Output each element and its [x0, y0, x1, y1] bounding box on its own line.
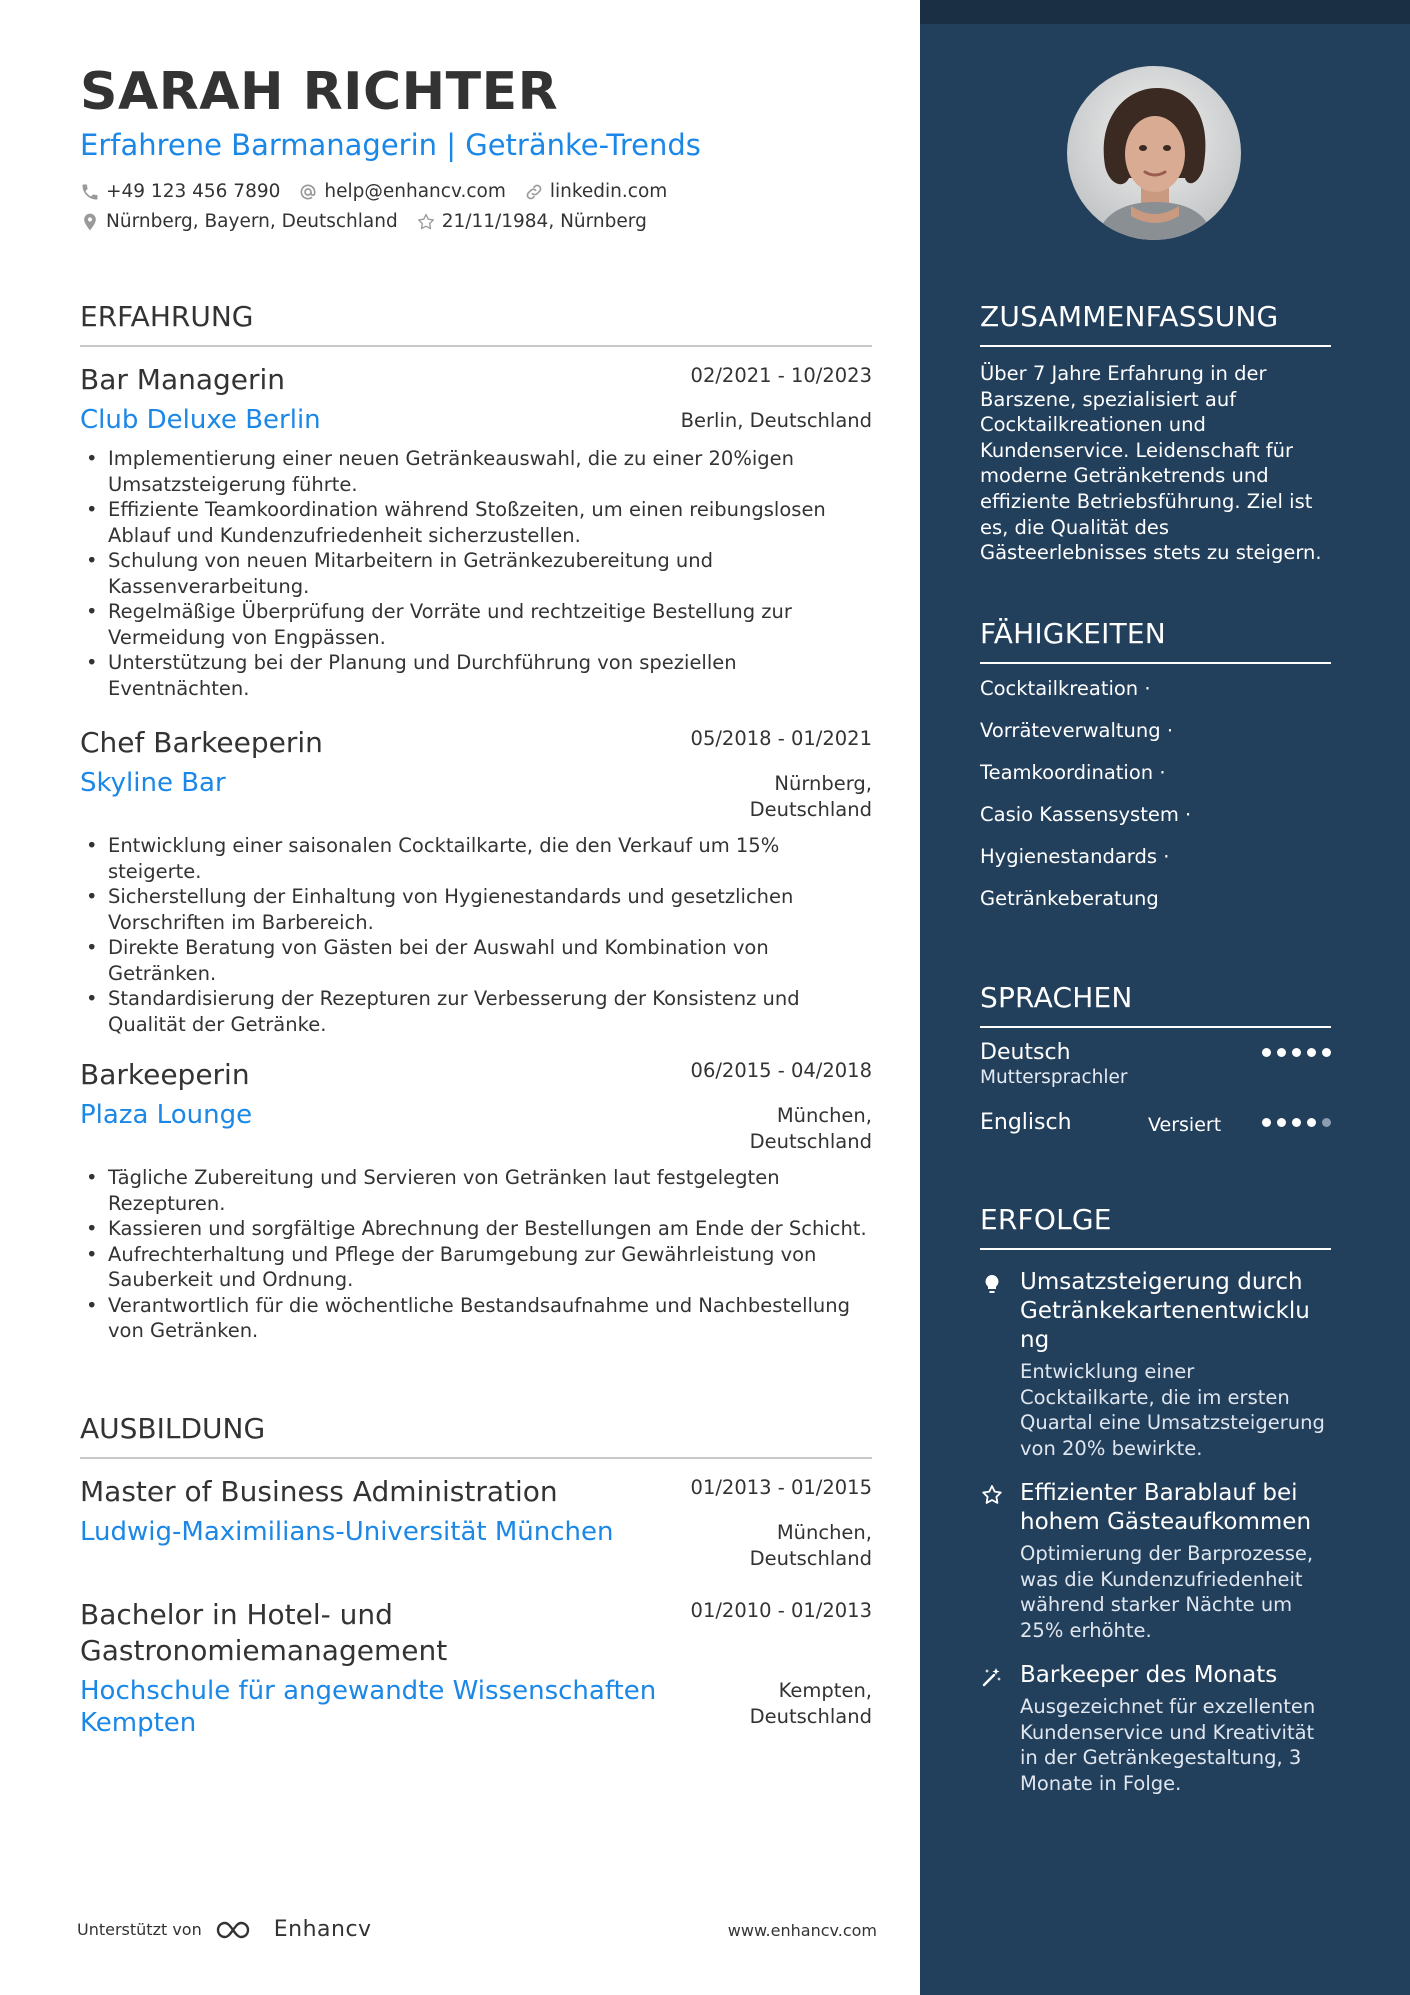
- list-item: • Unterstützung bei der Planung und Durchführung von speziellen Eventnächten.: [80, 650, 872, 701]
- experience-section-title: ERFAHRUNG: [80, 300, 872, 347]
- job-dates: 02/2021 - 10/2023: [690, 364, 872, 387]
- achievement-description: Ausgezeichnet für exzellenten Kundenservice und Kreativität in der Getränkegestaltung, 3 Monate in Folge.: [1020, 1695, 1316, 1795]
- footer-brand: Enhancv: [273, 1917, 372, 1942]
- contact-linkedin[interactable]: linkedin.com: [524, 181, 667, 202]
- magic-wand-icon: [980, 1665, 1004, 1689]
- experience-entry-3: [80, 1057, 872, 1344]
- company-name[interactable]: Skyline Bar: [80, 768, 226, 798]
- job-dates: 06/2015 - 04/2018: [690, 1059, 872, 1082]
- candidate-name: SARAH RICHTER: [80, 62, 559, 122]
- language-name: Englisch: [980, 1110, 1072, 1135]
- skill-item: Casio Kassensystem ·: [980, 803, 1192, 826]
- achievement-description: Entwicklung einer Cocktailkarte, die im ersten Quartal eine Umsatzsteigerung von 20% bewirkte.: [1020, 1360, 1325, 1460]
- skills-section-title: FÄHIGKEITEN: [980, 617, 1331, 664]
- achievement-description: Optimierung der Barprozesse, was die Kundenzufriedenheit während starker Nächte um 25% erhöhte.: [1020, 1542, 1314, 1642]
- location-pin-icon: [80, 212, 100, 232]
- skills-section: [980, 617, 1331, 928]
- enhancv-logo-icon: [214, 1918, 262, 1942]
- job-title: Bar Managerin: [80, 363, 286, 396]
- education-dates: 01/2013 - 01/2015: [690, 1476, 872, 1499]
- languages-section: [980, 981, 1331, 1166]
- achievement-title: Umsatzsteigerung durch Getränkekartenentwicklu ng: [1020, 1269, 1310, 1353]
- company-name[interactable]: Plaza Lounge: [80, 1100, 253, 1130]
- at-icon: [298, 182, 318, 202]
- rating-dot-filled: [1277, 1048, 1286, 1057]
- list-item: • Kassieren und sorgfältige Abrechnung der Bestellungen am Ende der Schicht.: [80, 1216, 872, 1242]
- job-bullets: [80, 1165, 872, 1344]
- education-section-title: AUSBILDUNG: [80, 1412, 872, 1459]
- rating-dot-filled: [1307, 1048, 1316, 1057]
- footer: [77, 1915, 877, 1945]
- rating-dot-filled: [1292, 1118, 1301, 1127]
- summary-section-title: ZUSAMMENFASSUNG: [980, 300, 1331, 347]
- company-name[interactable]: Club Deluxe Berlin: [80, 405, 321, 435]
- sidebar: [920, 0, 1410, 1995]
- education-location: Kempten, Deutschland: [749, 1679, 872, 1728]
- list-item: • Schulung von neuen Mitarbeitern in Getränkezubereitung und Kassenverarbeitung.: [80, 548, 872, 599]
- languages-section-title: SPRACHEN: [980, 981, 1331, 1028]
- skill-item: Hygienestandards ·: [980, 845, 1170, 868]
- achievement-title: Barkeeper des Monats: [1020, 1662, 1278, 1688]
- list-item: • Verantwortlich für die wöchentliche Bestandsaufnahme und Nachbestellung von Getränken.: [80, 1293, 872, 1344]
- contact-birth: 21/11/1984, Nürnberg: [416, 211, 647, 232]
- star-icon: [980, 1483, 1004, 1507]
- job-title: Chef Barkeeperin: [80, 726, 323, 759]
- list-item: • Sicherstellung der Einhaltung von Hygienestandards und gesetzlichen Vorschriften im Barbereich.: [80, 884, 872, 935]
- rating-dot-filled: [1292, 1048, 1301, 1057]
- language-rating: [1262, 1118, 1331, 1127]
- school-name[interactable]: Hochschule für angewandte Wissenschaften Kempten: [80, 1676, 657, 1738]
- experience-entry-2: [80, 725, 872, 1037]
- rating-dot-filled: [1262, 1118, 1271, 1127]
- list-item: • Entwicklung einer saisonalen Cocktailkarte, die den Verkauf um 15% steigerte.: [80, 833, 872, 884]
- summary-section: [980, 300, 1331, 566]
- list-item: • Direkte Beratung von Gästen bei der Auswahl und Kombination von Getränken.: [80, 935, 872, 986]
- link-icon: [524, 182, 544, 202]
- sidebar-top-bar: [920, 0, 1410, 24]
- experience-entry-1: [80, 362, 872, 701]
- list-item: • Regelmäßige Überprüfung der Vorräte und rechtzeitige Bestellung zur Vermeidung von Engpässen.: [80, 599, 872, 650]
- job-title: Barkeeperin: [80, 1058, 250, 1091]
- rating-dot-empty: [1322, 1118, 1331, 1127]
- job-bullets: [80, 446, 872, 701]
- language-item: [980, 1110, 1331, 1166]
- job-bullets: [80, 833, 872, 1037]
- avatar: [1067, 66, 1241, 240]
- lightbulb-icon: [980, 1272, 1004, 1296]
- star-icon: [416, 212, 436, 232]
- skill-item: Getränkeberatung: [980, 887, 1159, 910]
- job-location: Nürnberg, Deutschland: [749, 772, 872, 821]
- rating-dot-filled: [1277, 1118, 1286, 1127]
- skill-item: Cocktailkreation ·: [980, 677, 1151, 700]
- list-item: • Aufrechterhaltung und Pflege der Barumgebung zur Gewährleistung von Sauberkeit und Ordnung.: [80, 1242, 872, 1293]
- list-item: • Tägliche Zubereitung und Servieren von Getränken laut festgelegten Rezepturen.: [80, 1165, 872, 1216]
- contact-row-2: [80, 211, 647, 232]
- school-name[interactable]: Ludwig-Maximilians-Universität München: [80, 1517, 614, 1547]
- list-item: • Effiziente Teamkoordination während Stoßzeiten, um einen reibungslosen Ablauf und Kundenzufriedenheit sicherzustellen.: [80, 497, 872, 548]
- language-level: Muttersprachler: [980, 1067, 1128, 1088]
- degree-title: Bachelor in Hotel- und Gastronomiemanagement: [80, 1598, 448, 1667]
- achievement-item: [980, 1479, 1331, 1643]
- job-location: Berlin, Deutschland: [680, 409, 872, 432]
- contact-email[interactable]: help@enhancv.com: [298, 181, 505, 202]
- language-rating: [1262, 1048, 1331, 1057]
- list-item: • Implementierung einer neuen Getränkeauswahl, die zu einer 20%igen Umsatzsteigerung führte.: [80, 446, 872, 497]
- summary-text: Über 7 Jahre Erfahrung in der Barszene, spezialisiert auf Cocktailkreationen und Kundenservice. Leidenschaft für moderne Getränketrends und effiziente Betriebsführung. Ziel ist es, die Qualität des Gästeerlebnisses stets zu steigern.: [980, 362, 1322, 565]
- contact-row-1: [80, 181, 667, 202]
- language-level: Versiert: [1148, 1114, 1222, 1136]
- achievements-section: [980, 1203, 1331, 1796]
- phone-icon: [80, 182, 100, 202]
- contact-phone: +49 123 456 7890: [80, 181, 280, 202]
- rating-dot-filled: [1262, 1048, 1271, 1057]
- profile-photo: [1067, 66, 1241, 240]
- list-item: • Standardisierung der Rezepturen zur Verbesserung der Konsistenz und Qualität der Getränke.: [80, 986, 872, 1037]
- degree-title: Master of Business Administration: [80, 1475, 558, 1508]
- skills-list: [980, 676, 1331, 928]
- job-location: München, Deutschland: [749, 1104, 872, 1153]
- achievement-item: [980, 1268, 1331, 1461]
- headline: Erfahrene Barmanagerin | Getränke-Trends: [80, 128, 701, 162]
- footer-website[interactable]: www.enhancv.com: [727, 1921, 877, 1940]
- achievement-item: [980, 1661, 1331, 1796]
- achievement-title: Effizienter Barablauf bei hohem Gästeaufkommen: [1020, 1480, 1312, 1535]
- skill-item: Teamkoordination ·: [980, 761, 1166, 784]
- contact-location: Nürnberg, Bayern, Deutschland: [80, 211, 398, 232]
- rating-dot-filled: [1322, 1048, 1331, 1057]
- education-entry-1: [80, 1474, 872, 1570]
- education-entry-2: [80, 1597, 872, 1739]
- footer-powered-by: Unterstützt von Enhancv: [77, 1917, 372, 1942]
- education-location: München, Deutschland: [749, 1521, 872, 1570]
- language-name: Deutsch: [980, 1040, 1071, 1065]
- language-item: [980, 1040, 1331, 1110]
- rating-dot-filled: [1307, 1118, 1316, 1127]
- education-dates: 01/2010 - 01/2013: [690, 1599, 872, 1622]
- skill-item: Vorräteverwaltung ·: [980, 719, 1174, 742]
- job-dates: 05/2018 - 01/2021: [690, 727, 872, 750]
- achievements-section-title: ERFOLGE: [980, 1203, 1331, 1250]
